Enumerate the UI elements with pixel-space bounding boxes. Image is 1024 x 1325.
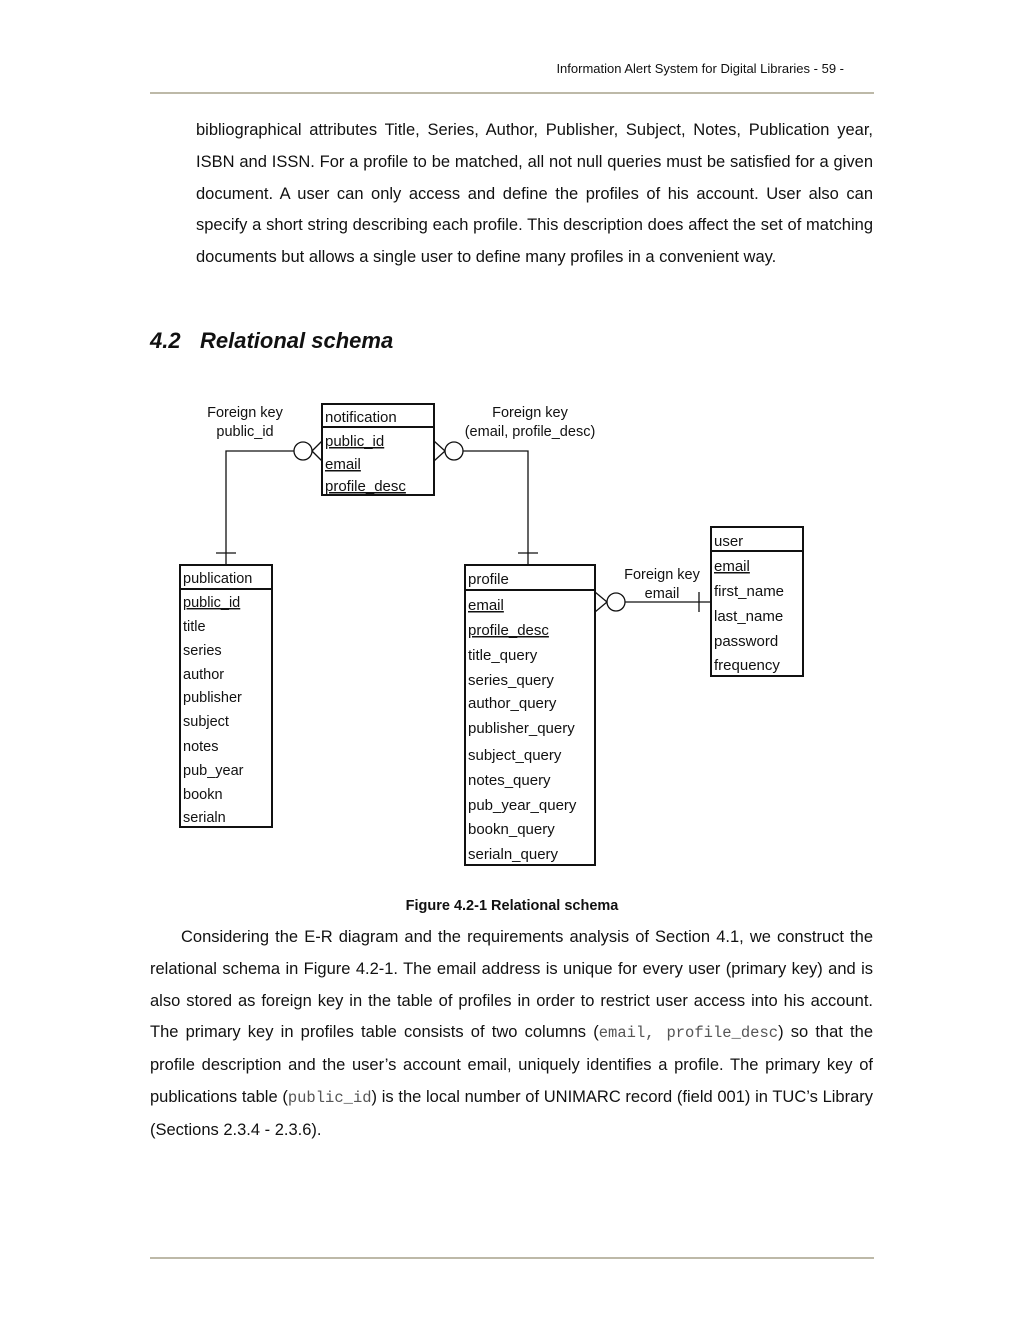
fk-label-profile-line2: (email, profile_desc) [464,424,596,440]
notification-title: notification [325,409,397,426]
crowfoot-profile-b [595,602,607,612]
zero-mark-profile [607,593,625,611]
publication-field: serialn [183,810,226,826]
section-title: Relational schema [200,328,394,353]
publication-field: series [183,643,222,659]
publication-field: bookn [183,787,223,803]
publication-field: public_id [183,595,241,611]
footer-rule [150,1257,874,1259]
zero-mark-notification-left [294,442,312,460]
profile-field: series_query [468,672,554,689]
user-field: password [714,633,779,650]
body-paragraph-2 [150,922,873,1147]
crowfoot-left-a [312,441,322,451]
para2-text-2: ) so that the profile description and the user’s account email, uniquely identifies a profile. The primary key of publications table ( [150,1023,873,1106]
publication-field: pub_year [183,763,244,779]
running-header: Information Alert System for Digital Libraries - 59 - [556,61,844,76]
publication-field: subject [183,714,229,730]
user-title: user [714,533,744,550]
fk-line-notification-profile [463,451,528,565]
para2-code-primary-key: email, profile_desc [598,1024,779,1043]
profile-field: author_query [468,695,557,712]
notification-field-email: email [325,456,361,473]
profile-field: bookn_query [468,821,555,838]
profile-title: profile [468,571,509,588]
publication-field: publisher [183,690,242,706]
publication-field: notes [183,739,219,755]
user-field: email [714,558,750,575]
publication-field: author [183,667,225,683]
profile-field: title_query [468,647,538,664]
notification-field-public-id: public_id [325,433,385,450]
para2-text-3: ) is the local number of UNIMARC record (field 001) in TUC’s Library (Sections 2.3.4 - 2.3.6). [150,1087,873,1139]
fk-label-publication-line1: Foreign key [207,405,283,421]
profile-field: email [468,597,504,614]
fk-label-user-line1: Foreign key [624,567,700,583]
profile-field: notes_query [468,772,551,789]
fk-label-profile-line1: Foreign key [492,405,568,421]
notification-field-profile-desc: profile_desc [325,478,406,495]
figure-caption: Figure 4.2-1 Relational schema [405,898,619,914]
zero-mark-notification-right [445,442,463,460]
crowfoot-left-b [312,451,322,461]
fk-label-user-line2: email [644,586,680,602]
user-field: last_name [714,608,784,625]
user-field: frequency [714,657,780,674]
fk-line-notification-publication [226,451,294,565]
body-paragraph-1: bibliographical attributes Title, Series, Author, Publisher, Subject, Notes, Publication year, ISBN and ISSN. For a profile to be matched, all not null queries must be satisfied for a given document. A user can only access and define the profiles of his account. User also can specify a short string describing each profile. This description does affect the set of matching documents but allows a single user to define many profiles in a convenient way. [196,121,873,267]
profile-field: subject_query [468,747,562,764]
crowfoot-profile-a [595,592,607,602]
crowfoot-right-b [434,451,445,461]
para2-code-public-id: public_id [287,1088,372,1107]
user-field: first_name [714,583,785,600]
fk-label-publication-line2: public_id [216,424,274,440]
publication-field: title [183,619,206,635]
para2-text-1: Considering the E-R diagram and the requirements analysis of Section 4.1, we construct the relational schema in Figure 4.2-1. The email address is unique for every user (primary key) and is also stored as foreign key in the table of profiles in order to restrict user access into his account. The primary key in profiles table consists of two columns ( [150,928,873,1042]
publication-title: publication [183,571,253,587]
profile-field: serialn_query [468,846,559,863]
section-number: 4.2 [150,328,181,353]
profile-field: profile_desc [468,622,549,639]
profile-field: publisher_query [468,720,575,737]
profile-field: pub_year_query [468,797,577,814]
crowfoot-right-a [434,441,445,451]
